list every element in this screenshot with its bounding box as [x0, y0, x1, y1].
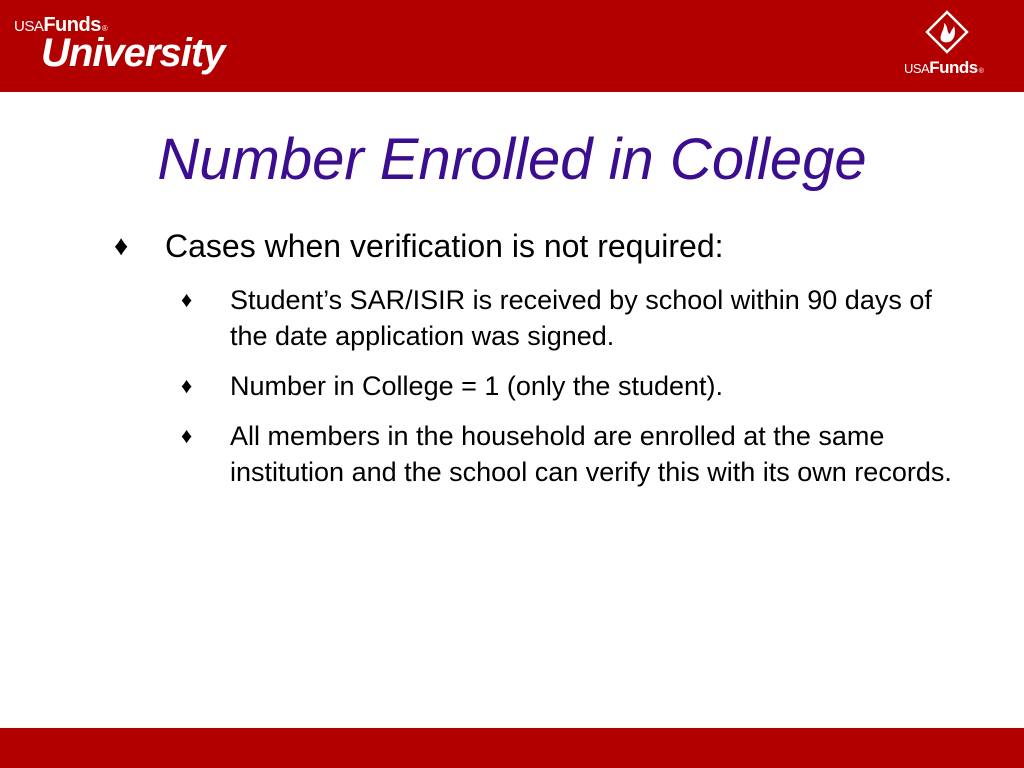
header-bar — [0, 0, 1024, 92]
logo-registered-mark: ® — [101, 24, 108, 33]
logo-funds-text: Funds — [929, 58, 978, 77]
sub-bullet-list — [178, 282, 968, 504]
diamond-bullet-icon: ♦ — [181, 373, 193, 398]
logo-funds-text: Funds — [43, 14, 101, 36]
sub-bullet — [178, 282, 968, 354]
sub-bullet-text: All members in the household are enrolled at the same institution and the school can verify this with its own records. — [230, 421, 952, 487]
diamond-bullet-icon: ♦ — [181, 287, 193, 312]
main-bullet-text: Cases when verification is not required: — [165, 228, 724, 264]
flame-diamond-icon — [925, 10, 969, 54]
diamond-bullet-icon: ♦ — [114, 230, 129, 261]
sub-bullet — [178, 418, 968, 490]
logo-usa-text: USA — [904, 61, 930, 76]
logo-university-text: University — [41, 31, 225, 75]
sub-bullet-text: Number in College = 1 (only the student). — [230, 371, 724, 401]
slide-title: Number Enrolled in College — [157, 127, 867, 192]
footer-bar — [0, 728, 1024, 768]
usa-funds-university-logo — [14, 14, 225, 75]
sub-bullet-text: Student’s SAR/ISIR is received by school within 90 days of the date application was signed. — [230, 285, 932, 351]
diamond-bullet-icon: ♦ — [181, 423, 193, 448]
logo-registered-mark: ® — [978, 68, 984, 75]
usa-funds-logo — [904, 10, 988, 82]
logo-usa-text: USA — [14, 18, 44, 35]
sub-bullet — [178, 368, 968, 404]
main-bullet — [112, 226, 724, 266]
